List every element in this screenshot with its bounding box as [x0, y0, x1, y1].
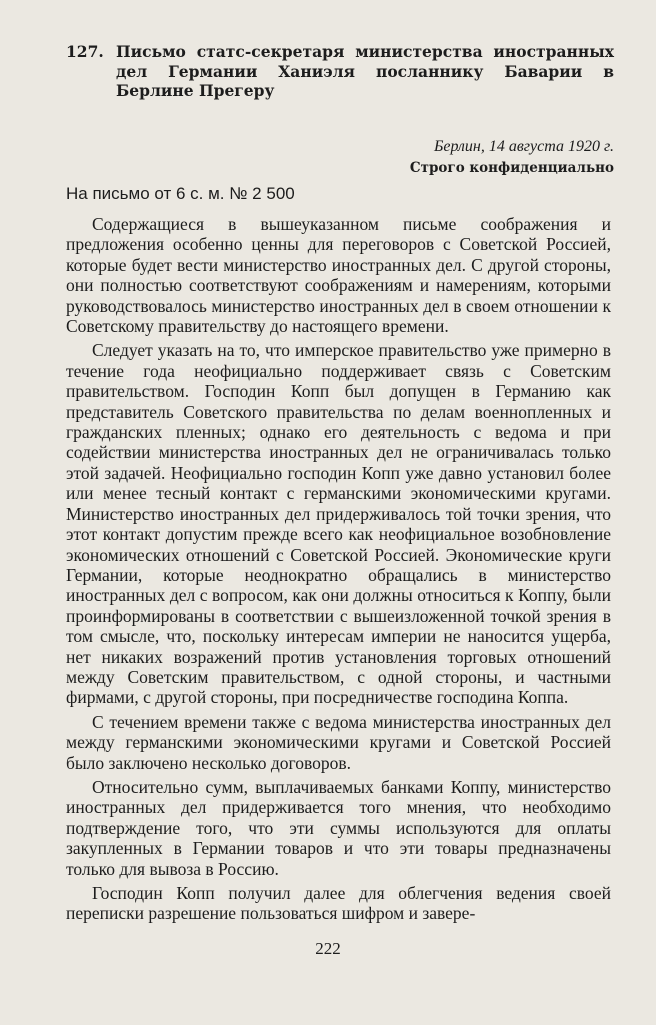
letter-reference: На письмо от 6 с. м. № 2 500	[66, 184, 295, 203]
paragraph: Господин Копп получил далее для облегчения ведения своей переписки разрешение пользоваться шифром и заверe-	[66, 883, 611, 924]
document-title: Письмо статс-секретаря министерства иностранных дел Германии Ханиэля посланнику Баварии в Берлине Прегеру	[116, 42, 614, 100]
document-body	[66, 214, 611, 928]
paragraph: С течением времени также с ведома министерства иностранных дел между германскими экономическими кругами и Советской Россией было заключено несколько договоров.	[66, 711, 611, 773]
paragraph: Содержащиеся в вышеуказанном письме соображения и предложения особенно ценны для переговоров с Советской Россией, которые будет вести министерство иностранных дел. С другой стороны, они полностью соответствуют соображениям и намерениям, которыми руководствовалось министерство иностранных дел в своем отношении к Советскому правительству до настоящего времени.	[66, 214, 611, 337]
document-number: 127.	[66, 42, 104, 61]
place-date: Берлин, 14 августа 1920 г.	[433, 138, 614, 155]
paragraph: Следует указать на то, что имперское правительство уже примерно в течение года неофициально поддерживает связь с Советским правительством. Господин Копп был допущен в Германию как представитель Советского правительства по делам военнопленных и гражданских пленных; однако его деятельность с ведома и при содействии министерства иностранных дел не ограничивалась только этой задачей. Неофициально господин Копп уже давно установил более или менее тесный контакт с германскими экономическими кругами. Министерство иностранных дел придерживалось той точки зрения, что этот контакт допустим прежде всего как неофициальное возобновление экономических отношений с Советской Россией. Экономические круги Германии, которые неоднократно обращались в министерство иностранных дел с вопросом, как они должны относиться к Коппу, были проинформированы в соответствии с вышеизложенной точкой зрения в том смысле, что, поскольку интересам империи не наносится ущерба, нет никаких возражений против установления торговых отношений между Советским правительством, с одной стороны, и частными фирмами, с другой стороны, при посредничестве господина Коппа.	[66, 340, 611, 708]
document-meta	[410, 136, 614, 178]
classification-label: Строго конфиденциально	[409, 160, 614, 176]
page-number: 222	[315, 939, 341, 958]
paragraph: Относительно сумм, выплачиваемых банками Коппу, министерство иностранных дел придерживается того мнения, что необходимо подтверждение того, что эти суммы используются для оплаты закупленных в Германии товаров и что эти товары предназначены только для вывоза в Россию.	[66, 776, 611, 879]
document-heading	[66, 42, 614, 101]
